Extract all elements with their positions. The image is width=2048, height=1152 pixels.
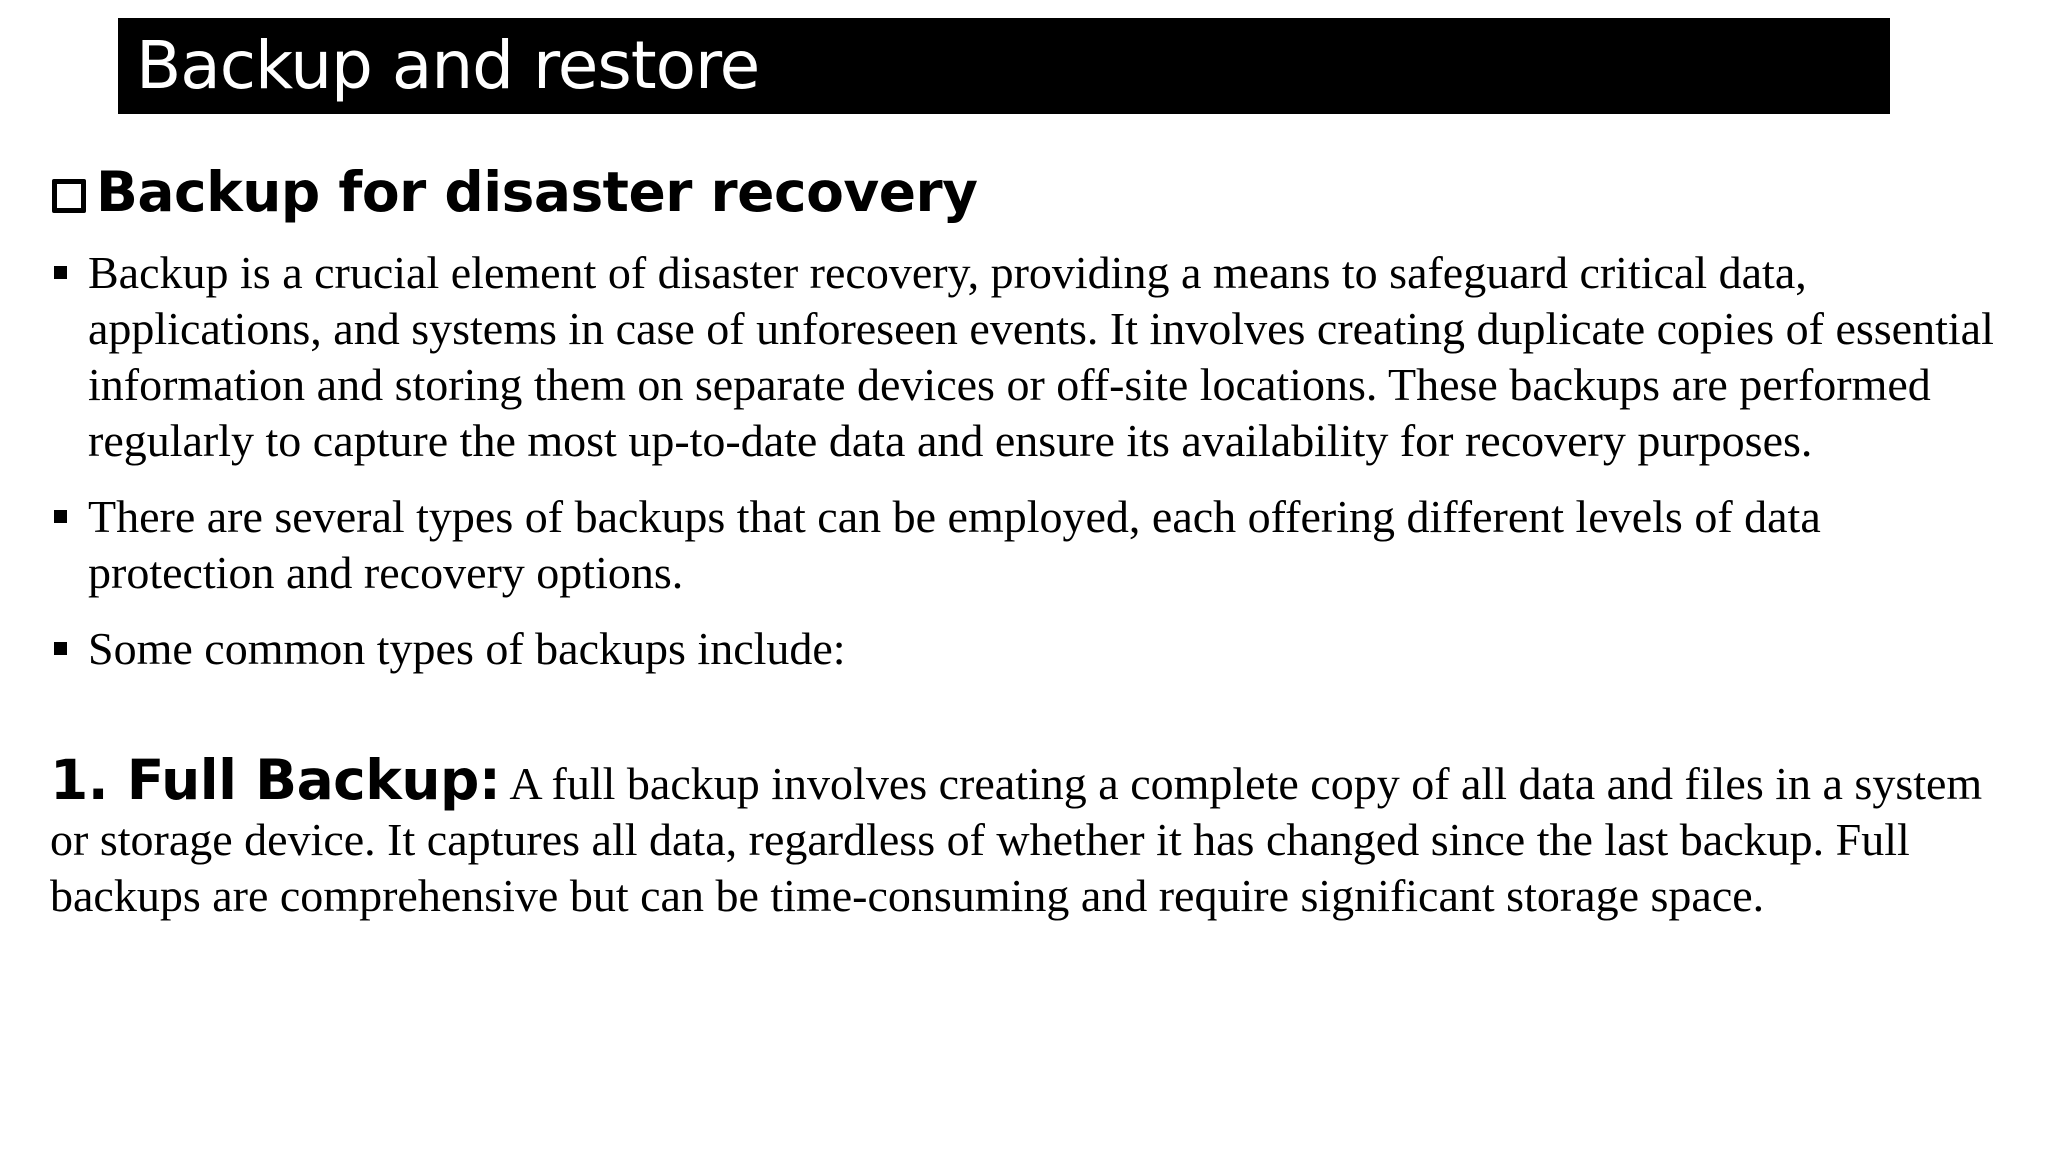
slide-title: Backup and restore bbox=[136, 27, 760, 104]
bullet-item bbox=[52, 621, 2012, 677]
checkbox-icon bbox=[52, 179, 86, 213]
square-bullet-icon bbox=[54, 510, 67, 523]
full-backup-text: A full backup involves creating a complete copy of all data and files in a system or storage device. It captures all data, regardless of whether it has changed since the last backup. Full backups are comprehensive but can be time-consuming and require significant storage space. bbox=[50, 758, 1983, 921]
bullet-item bbox=[52, 489, 2012, 601]
bullet-text: There are several types of backups that can be employed, each offering different levels of data protection and recovery options. bbox=[88, 491, 1821, 598]
full-backup-paragraph bbox=[50, 748, 2025, 924]
full-backup-label: 1. Full Backup bbox=[50, 748, 479, 812]
section-heading-text: Backup for disaster recovery bbox=[96, 160, 978, 224]
square-bullet-icon bbox=[54, 266, 67, 279]
title-bar bbox=[118, 18, 1890, 114]
bullet-text: Some common types of backups include: bbox=[88, 623, 846, 674]
full-backup-colon: : bbox=[478, 748, 501, 812]
bullet-list bbox=[52, 245, 2012, 697]
bullet-item bbox=[52, 245, 2012, 469]
bullet-text: Backup is a crucial element of disaster recovery, providing a means to safeguard critical data, applications, and systems in case of unforeseen events. It involves creating duplicate copies of essential information and storing them on separate devices or off-site locations. These backups are performed regularly to capture the most up-to-date data and ensure its availability for recovery purposes. bbox=[88, 247, 1994, 466]
section-heading bbox=[52, 152, 2012, 232]
square-bullet-icon bbox=[54, 642, 67, 655]
